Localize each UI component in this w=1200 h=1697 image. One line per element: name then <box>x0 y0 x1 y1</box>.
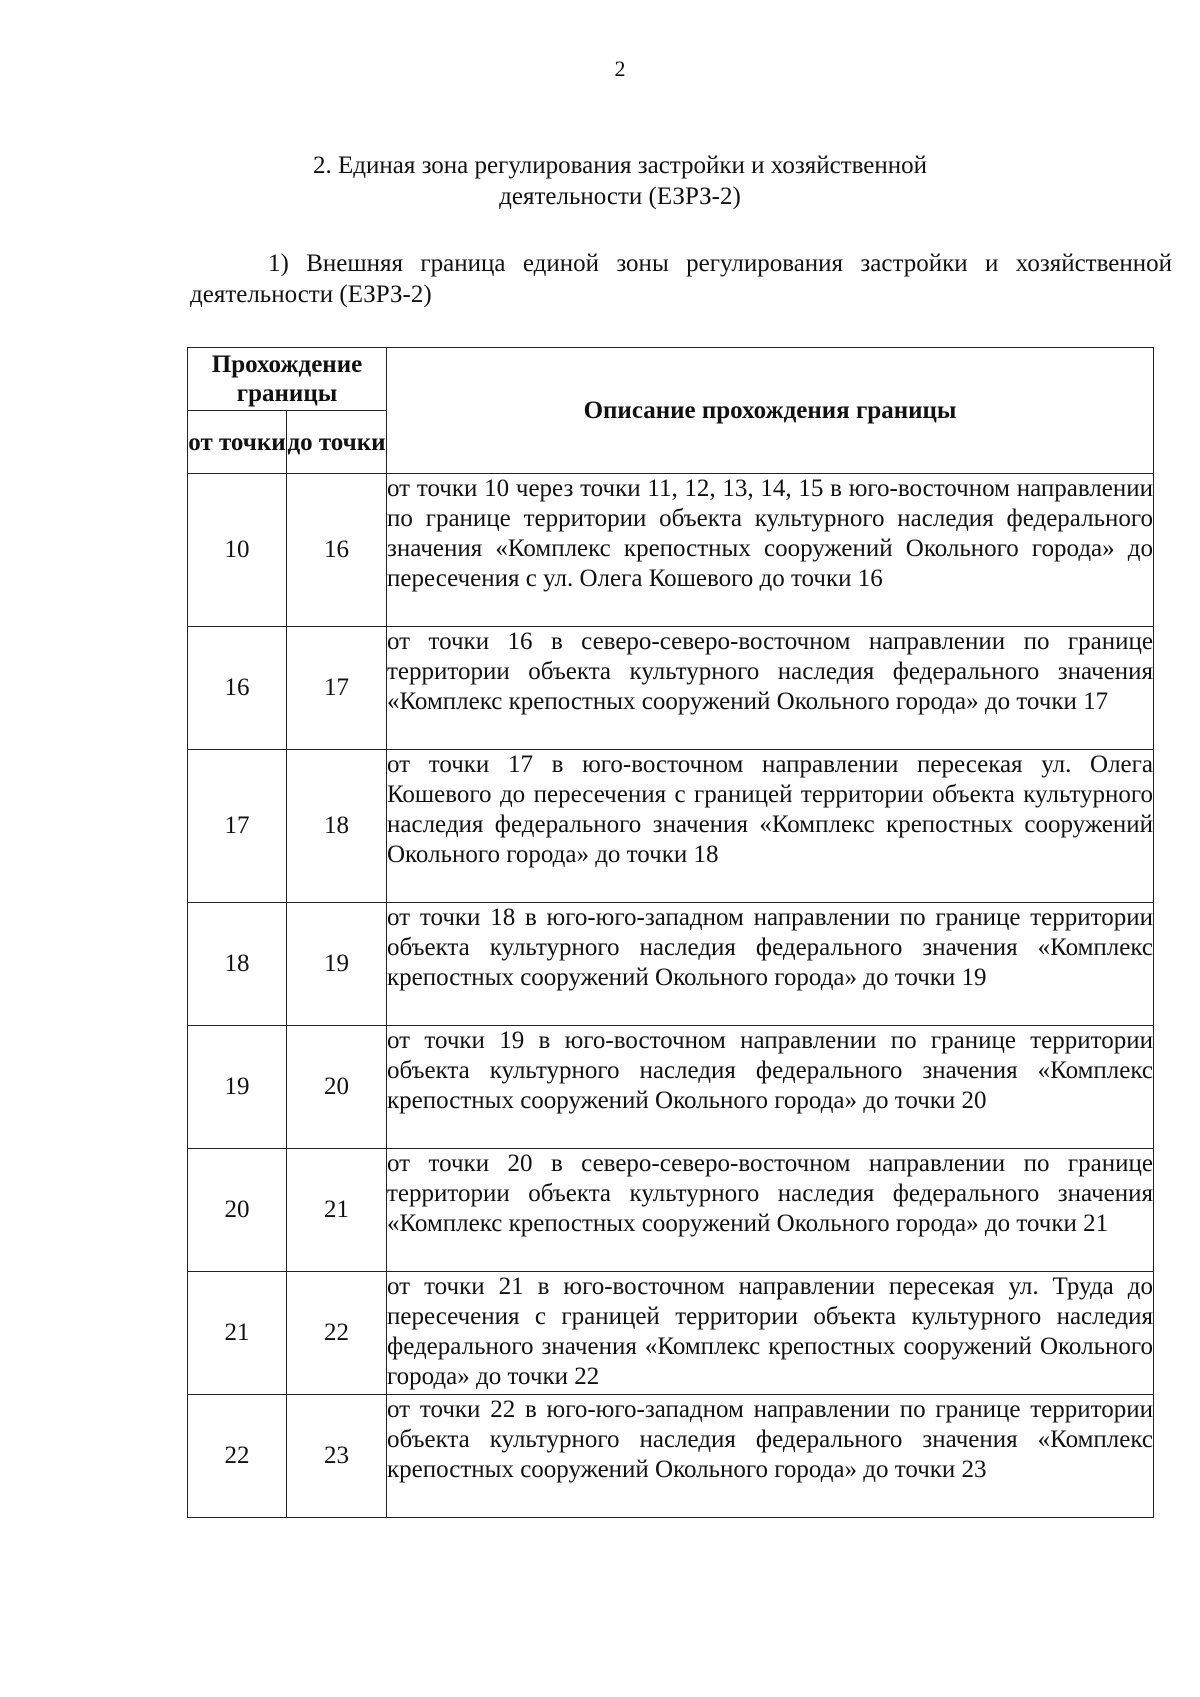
section-title-line-1: 2. Единая зона регулирования застройки и хозяйственной <box>312 152 928 179</box>
to-point-cell: 16 <box>287 474 387 627</box>
description-cell: от точки 10 через точки 11, 12, 13, 14, 15 в юго-восточном направлении по границе территории объекта культурного наследия федерального значения «Комплекс крепостных сооружений Окольного города» до пересечения с ул. Олега Кошевого до точки 16 <box>387 474 1154 627</box>
description-cell: от точки 21 в юго-восточном направлении пересекая ул. Труда до пересечения с границей территории объекта культурного наследия федерального значения «Комплекс крепостных сооружений Окольного города» до точки 22 <box>387 1272 1154 1395</box>
description-cell: от точки 18 в юго-юго-западном направлении по границе территории объекта культурного наследия федерального значения «Комплекс крепостных сооружений Окольного города» до точки 19 <box>387 903 1154 1026</box>
from-point-cell: 22 <box>188 1395 287 1518</box>
description-cell: от точки 22 в юго-юго-западном направлении по границе территории объекта культурного наследия федерального значения «Комплекс крепостных сооружений Окольного города» до точки 23 <box>387 1395 1154 1518</box>
boundary-table <box>187 347 1154 1518</box>
table-row <box>188 1395 1154 1518</box>
to-point-cell: 17 <box>287 627 387 750</box>
from-point-cell: 18 <box>188 903 287 1026</box>
intro-paragraph: 1) Внешняя граница единой зоны регулирования застройки и хозяйственной деятельности (ЕЗРЗ-2) <box>190 250 1172 308</box>
to-point-cell: 23 <box>287 1395 387 1518</box>
from-point-cell: 16 <box>188 627 287 750</box>
to-point-cell: 18 <box>287 750 387 903</box>
to-point-cell: 21 <box>287 1149 387 1272</box>
table-row <box>188 903 1154 1026</box>
header-from-point: от точки <box>188 411 287 474</box>
table-row <box>188 1026 1154 1149</box>
description-cell: от точки 17 в юго-восточном направлении пересекая ул. Олега Кошевого до пересечения с границей территории объекта культурного наследия федерального значения «Комплекс крепостных сооружений Окольного города» до точки 18 <box>387 750 1154 903</box>
section-title-line-2: деятельности (ЕЗРЗ-2) <box>499 183 741 210</box>
from-point-cell: 21 <box>188 1272 287 1395</box>
to-point-cell: 20 <box>287 1026 387 1149</box>
header-passage: Прохождение границы <box>188 348 387 411</box>
description-cell: от точки 19 в юго-восточном направлении по границе территории объекта культурного наследия федерального значения «Комплекс крепостных сооружений Окольного города» до точки 20 <box>387 1026 1154 1149</box>
from-point-cell: 17 <box>188 750 287 903</box>
table-row <box>188 474 1154 627</box>
table-row <box>188 750 1154 903</box>
from-point-cell: 20 <box>188 1149 287 1272</box>
description-cell: от точки 20 в северо-северо-восточном направлении по границе территории объекта культурного наследия федерального значения «Комплекс крепостных сооружений Окольного города» до точки 21 <box>387 1149 1154 1272</box>
table-row <box>188 1272 1154 1395</box>
description-cell: от точки 16 в северо-северо-восточном направлении по границе территории объекта культурного наследия федерального значения «Комплекс крепостных сооружений Окольного города» до точки 17 <box>387 627 1154 750</box>
header-to-point: до точки <box>287 411 387 474</box>
table-row <box>188 1149 1154 1272</box>
from-point-cell: 10 <box>188 474 287 627</box>
section-title <box>250 150 990 212</box>
page-number: 2 <box>614 56 626 81</box>
to-point-cell: 22 <box>287 1272 387 1395</box>
from-point-cell: 19 <box>188 1026 287 1149</box>
table-body <box>188 474 1154 1518</box>
header-description: Описание прохождения границы <box>387 348 1154 474</box>
to-point-cell: 19 <box>287 903 387 1026</box>
table-row <box>188 627 1154 750</box>
